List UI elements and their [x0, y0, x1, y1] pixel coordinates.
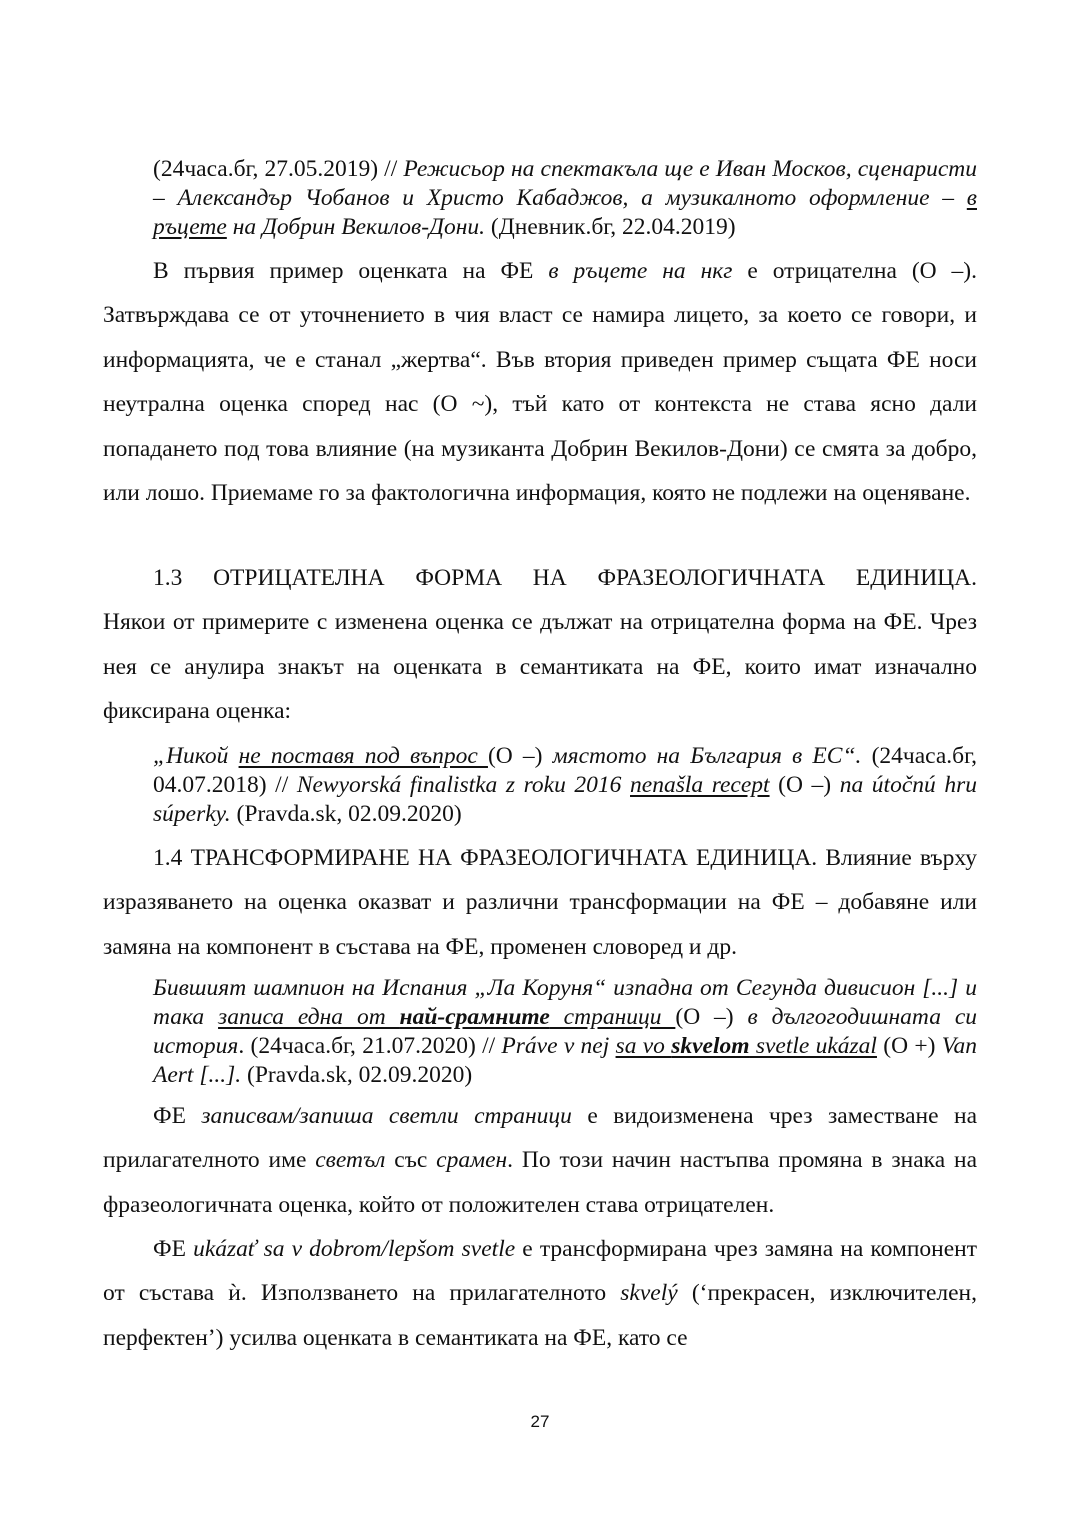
paragraph-3: ФЕ ukázať sa v dobrom/lepšom svetle е трансформирана чрез замяна на компонент от състава ѝ. Използването на прилагателното skvelý (‘прекрасен, изключителен, перфектен’) усилва оценката в семантиката на ФЕ, като се [103, 1236, 977, 1351]
example-3-sk-phrase-b: svetle ukázal [749, 1033, 877, 1059]
paragraph-2: ФЕ записвам/запиша светли страници е видоизменена чрез заместване на прилагателното име светъл със срамен. По този начин настъпва промяна в знака на фразеологичната оценка, който от положителен става отрицателен. [103, 1103, 978, 1218]
page-number: 27 [530, 1412, 550, 1431]
example-1-quote-end: на Добрин Векилов-Дони. [226, 214, 486, 240]
example-2-phrase-sk: nenašla recept [630, 772, 770, 798]
phrase-term: в ръцете на нкг [548, 258, 733, 284]
example-3-phrase-b: страници [549, 1004, 676, 1030]
section-1-4 [103, 836, 977, 969]
section-1-3-body: Някои от примерите с изменена оценка се дължат на отрицателна форма на ФЕ. Чрез нея се анулира знакът на оценката в семантиката на ФЕ, които имат изначално фиксирана оценка: [103, 609, 977, 725]
example-1-phrase: в ръцете [153, 185, 977, 240]
example-3-sk-phrase-a: sa vo [615, 1033, 672, 1059]
example-1-source-b: (Дневник.бг, 22.04.2019) [485, 214, 736, 240]
section-1-3-heading: 1.3 ОТРИЦАТЕЛНА ФОРМА НА ФРАЗЕОЛОГИЧНАТА ЕДИНИЦА. [153, 565, 977, 591]
example-3-sk-phrase-bold: skvelom [671, 1033, 750, 1059]
example-block-1 [153, 155, 977, 242]
example-1-source-a: (24часа.бг, 27.05.2019) // [153, 156, 404, 182]
example-3-phrase-bold: най-срамните [399, 1004, 550, 1030]
example-3-phrase-a: записа една от [218, 1004, 400, 1030]
section-1-4-heading: 1.4 ТРАНСФОРМИРАНЕ НА ФРАЗЕОЛОГИЧНАТА ЕДИНИЦА. [153, 845, 818, 871]
example-1-quote: Режисьор на спектакъла ще е Иван Москов, сценаристи – Александър Чобанов и Христо Кабаджов, а музикалното оформление – [153, 156, 977, 211]
example-2-phrase: не поставя под въпрос [238, 743, 488, 769]
example-block-3: Бившият шампион на Испания „Ла Коруня“ изпадна от Сегунда дивисион [...] и така записа една от най-срамните страници (О –) в дългогодишната си история. (24часа.бг, 21.07.2020) // Práve v nej sa vo skvelom svetle ukázal (О +) Van Aert [...]. (Pravda.sk, 02.09.2020) [153, 975, 977, 1088]
paragraph-1: В първия пример оценката на ФЕ в ръцете на нкг е отрицателна (О –). Затвърждава се от уточнението в чия власт се намира лицето, за което се говори, и информацията, че е станал „жертва“. Във втория приведен пример същата ФЕ носи неутрална оценка според нас (О ~), тъй като от контекста не става ясно дали попадането под това влияние (на музиканта Добрин Векилов-Дони) се смята за добро, или лошо. Приемаме го за фактологична информация, която не подлежи на оценяване. [103, 258, 978, 507]
section-1-3 [103, 556, 977, 734]
section-1-4-body: Влияние върху изразяването на оценка оказват и различни трансформации на ФЕ – добавяне или замяна на компонент в състава на ФЕ, променен словоред и др. [103, 845, 977, 960]
example-block-2: „Никой не поставя под въпрос (О –) мястото на България в ЕС“. (24часа.бг, 04.07.2018) // Newyorská finalistka z roku 2016 nenašla recept (О –) na útočnú hru súperky. (Pravda.sk, 02.09.2020) [153, 743, 977, 827]
